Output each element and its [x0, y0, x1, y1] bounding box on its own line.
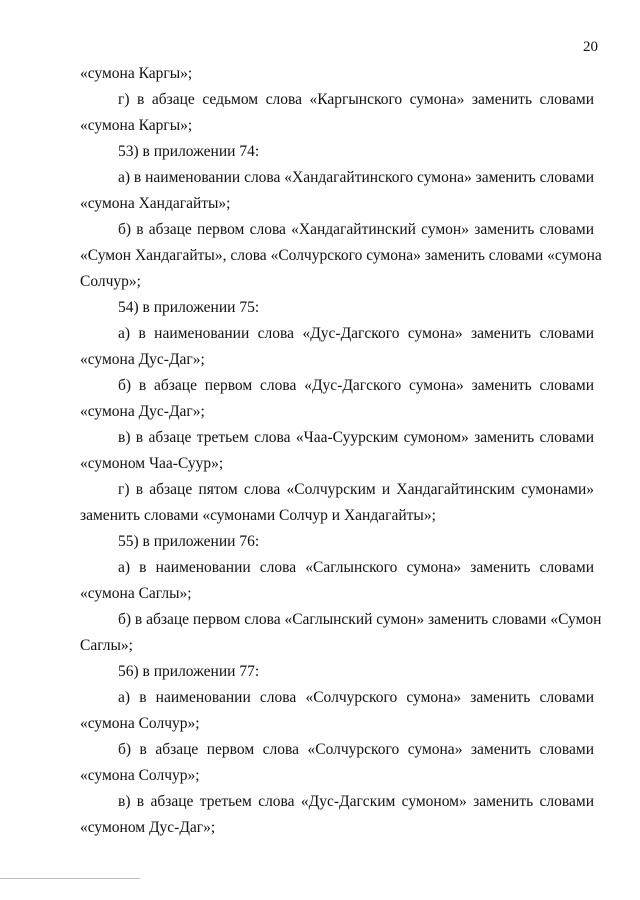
text-line: 55) в приложении 76:	[118, 533, 260, 550]
text-line: в) в абзаце третьем слова «Чаа-Суурским сумоном» заменить словами	[118, 429, 594, 446]
text-line: 54) в приложении 75:	[118, 299, 260, 316]
text-line: г) в абзаце пятом слова «Солчурским и Хандагайтинским сумонами»	[118, 481, 594, 498]
text-line: «сумона Хандагайты»;	[80, 195, 231, 212]
text-line: «сумона Солчур»;	[80, 715, 200, 732]
page-number: 20	[583, 39, 598, 55]
text-line: а) в наименовании слова «Хандагайтинского сумона» заменить словами	[118, 169, 595, 186]
text-line: 53) в приложении 74:	[118, 143, 260, 160]
text-line: «сумона Солчур»;	[80, 767, 200, 784]
text-line: б) в абзаце первом слова «Саглынский сумон» заменить словами «Сумон	[118, 611, 602, 628]
text-line: а) в наименовании слова «Солчурского сумона» заменить словами	[118, 689, 594, 706]
text-line: а) в наименовании слова «Саглынского сумона» заменить словами	[118, 559, 594, 576]
text-line: «сумоном Чаа-Суур»;	[80, 455, 224, 472]
text-line: заменить словами «сумонами Солчур и Хандагайты»;	[80, 507, 436, 524]
text-line: «сумона Дус-Даг»;	[80, 403, 205, 420]
text-line: «сумоном Дус-Даг»;	[80, 819, 216, 836]
text-line: б) в абзаце первом слова «Дус-Дагского сумона» заменить словами	[118, 377, 594, 394]
text-line: Саглы»;	[80, 637, 133, 654]
text-line: а) в наименовании слова «Дус-Дагского сумона» заменить словами	[118, 325, 594, 342]
text-line: б) в абзаце первом слова «Хандагайтинский сумон» заменить словами	[118, 221, 594, 238]
text-line: г) в абзаце седьмом слова «Каргынского сумона» заменить словами	[118, 91, 594, 108]
document-body	[80, 61, 602, 841]
text-line: «сумона Дус-Даг»;	[80, 351, 205, 368]
text-line: в) в абзаце третьем слова «Дус-Дагским сумоном» заменить словами	[118, 793, 594, 810]
text-line: «сумона Каргы»;	[80, 65, 193, 82]
footer-rule	[0, 878, 140, 879]
text-line: «Сумон Хандагайты», слова «Солчурского сумона» заменить словами «сумона	[80, 247, 602, 264]
text-line: «сумона Каргы»;	[80, 117, 193, 134]
text-line: 56) в приложении 77:	[118, 663, 260, 680]
text-line: «сумона Саглы»;	[80, 585, 192, 602]
text-line: б) в абзаце первом слова «Солчурского сумона» заменить словами	[118, 741, 594, 758]
text-line: Солчур»;	[80, 273, 141, 290]
